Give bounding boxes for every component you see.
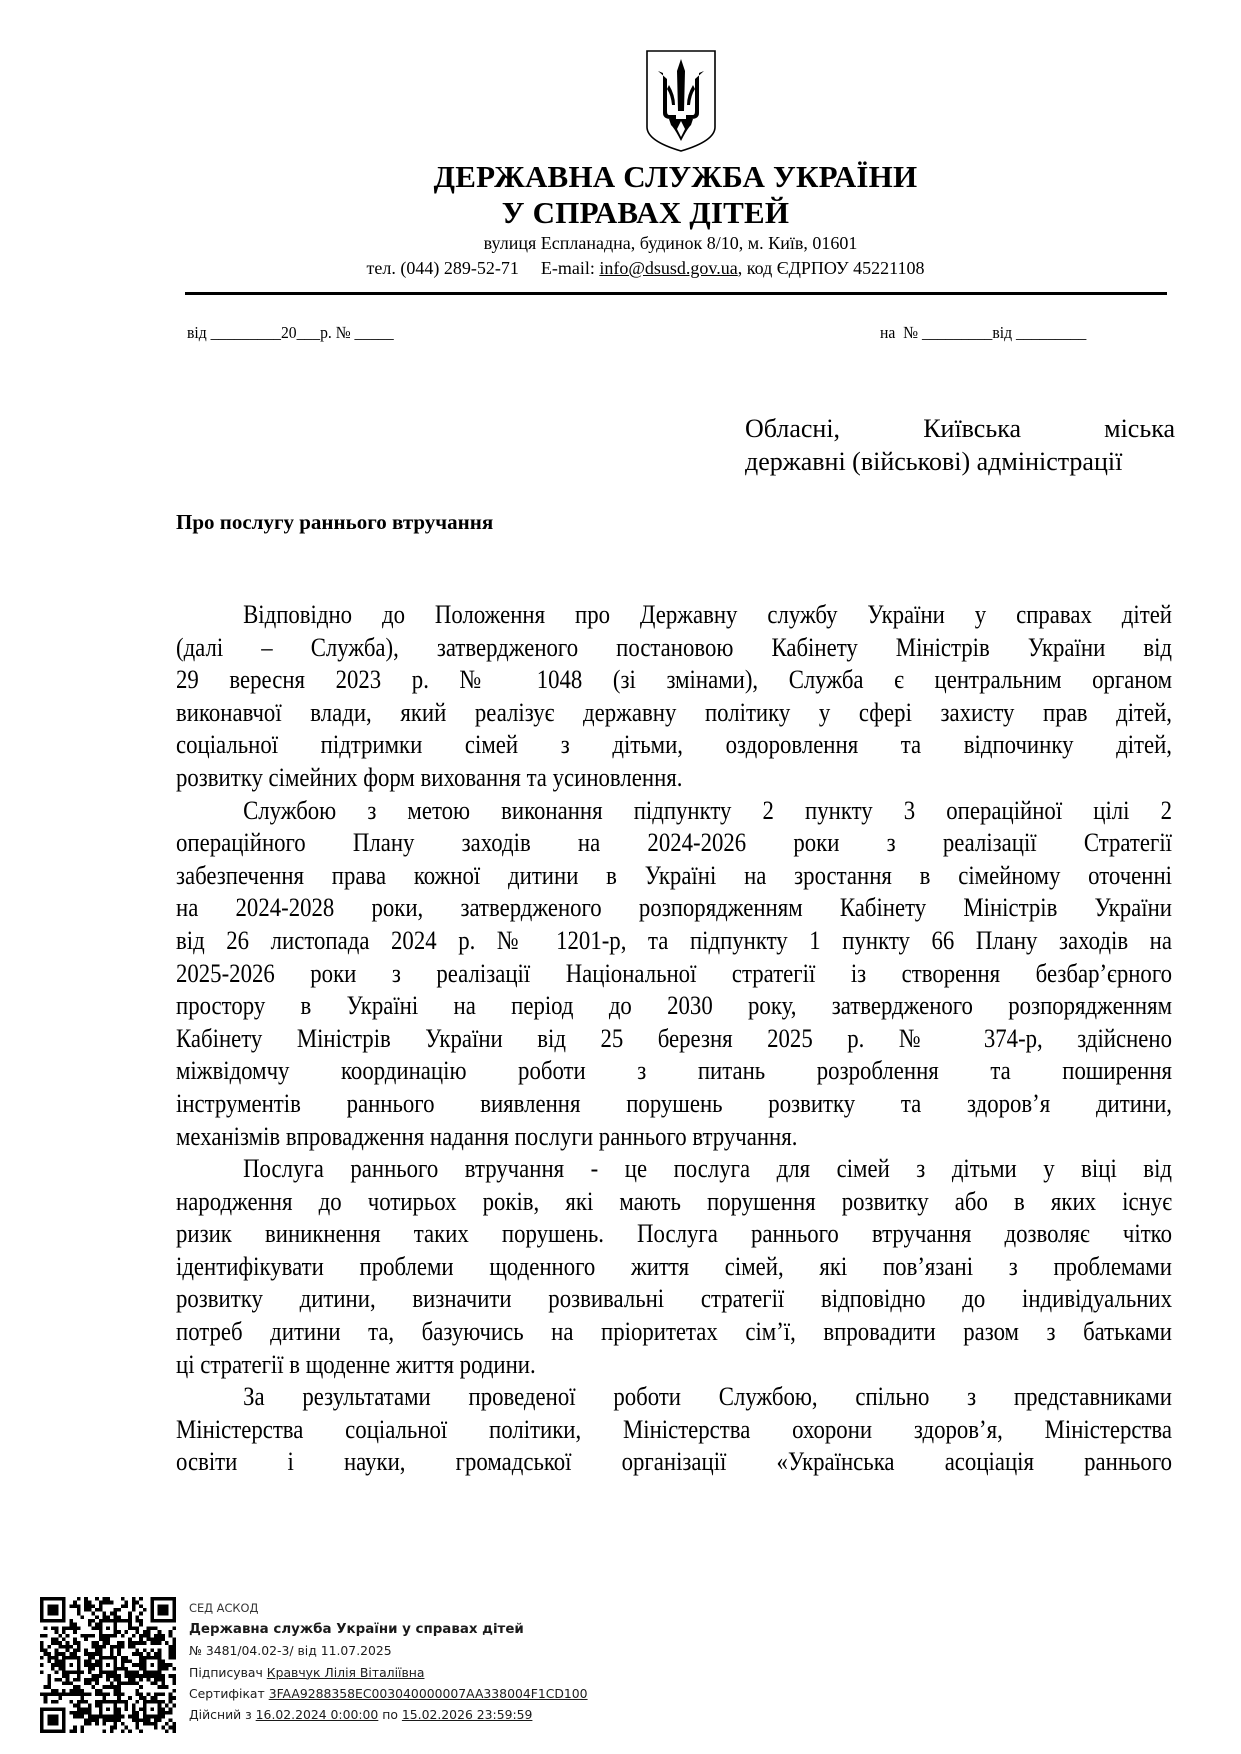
body-line: 29 вересня 2023 р. № 1048 (зі змінами), Служба є центральним органом: [176, 664, 1173, 695]
certificate-id: 3FAA9288358EC003040000007AA338004F1CD100: [268, 1685, 588, 1701]
incoming-reference-field: на № _________від _________: [880, 323, 1087, 342]
email-label: E-mail:: [540, 258, 600, 278]
edrpou-code: , код ЄДРПОУ 45221108: [737, 258, 925, 278]
stamp-certificate: Сертифікат 3FAA9288358EC003040000007AA338004F1CD100: [189, 1685, 588, 1701]
addressee-line2: державні (військові) адміністрації: [745, 447, 1123, 476]
email-link[interactable]: info@dsusd.gov.ua: [599, 258, 738, 278]
organization-contacts: [0, 257, 1241, 279]
body-line: ризик виникнення таких порушень. Послуга раннього втручання дозволяє чітко: [176, 1218, 1173, 1249]
signer-name: Кравчук Лілія Віталіївна: [266, 1664, 425, 1680]
body-line: потреб дитини та, базуючись на пріоритетах сім’ї, впровадити разом з батьками: [176, 1316, 1173, 1347]
body-line: Кабінету Міністрів України від 25 березня 2025 р. № 374-р, здійснено: [176, 1022, 1173, 1053]
body-line: забезпечення права кожної дитини в Україні на зростання в сімейному оточенні: [176, 859, 1173, 890]
stamp-registration: № 3481/04.02-3/ від 11.07.2025: [189, 1643, 392, 1659]
body-line: соціальної підтримки сімей з дітьми, оздоровлення та відпочинку дітей,: [176, 729, 1173, 760]
body-line: на 2024-2028 роки, затвердженого розпорядженням Кабінету Міністрів України: [176, 892, 1173, 923]
addressee-word: міська: [1104, 414, 1175, 443]
body-line: Відповідно до Положення про Державну службу України у справах дітей: [243, 599, 1173, 629]
body-paragraph: [176, 1152, 1172, 1380]
body-line: народження до чотирьох років, які мають порушення розвитку або в яких існує: [176, 1185, 1173, 1216]
outgoing-reference-field: від _________20___р. № _____: [187, 323, 394, 342]
body-paragraph: [176, 794, 1172, 1153]
valid-from: 16.02.2024 0:00:00: [255, 1707, 379, 1723]
body-line: інструментів раннього виявлення порушень розвитку та здоров’я дитини,: [176, 1087, 1173, 1118]
body-line: розвитку дитини, визначити розвивальні стратегії відповідно до індивідуальних: [176, 1283, 1173, 1314]
body-line: простору в Україні на період до 2030 року, затвердженого розпорядженням: [176, 990, 1173, 1021]
addressee-word: Київська: [923, 414, 1021, 443]
body-line: ці стратегії в щоденне життя родини.: [176, 1348, 536, 1379]
stamp-validity: Дійсний з 16.02.2024 0:00:00 по 15.02.2026 23:59:59: [189, 1707, 533, 1723]
organization-address: вулиця Еспланадна, будинок 8/10, м. Київ, 01601: [483, 233, 858, 253]
body-line: 2025-2026 роки з реалізації Національної стратегії із створення безбар’єрного: [176, 957, 1173, 988]
body-line: операційного Плану заходів на 2024-2026 роки з реалізації Стратегії: [176, 827, 1173, 858]
body-line: освіти і науки, громадської організації «Українська асоціація раннього: [176, 1446, 1173, 1477]
body-line: міжвідомчу координацію роботи з питань розроблення та поширення: [176, 1055, 1173, 1086]
body-line: ідентифікувати проблеми щоденного життя сімей, які пов’язані з проблемами: [176, 1250, 1173, 1281]
body-line: За результатами проведеної роботи Службою, спільно з представниками: [243, 1381, 1173, 1412]
valid-to: 15.02.2026 23:59:59: [401, 1707, 533, 1723]
phone-number: тел. (044) 289-52-71: [366, 258, 519, 278]
body-line: Міністерства соціальної політики, Міністерства охорони здоров’я, Міністерства: [176, 1413, 1173, 1444]
stamp-signer: Підписувач Кравчук Лілія Віталіївна: [189, 1664, 425, 1680]
body-line: механізмів впровадження надання послуги раннього втручання.: [176, 1120, 798, 1151]
addressee-word: Обласні,: [745, 414, 841, 443]
addressee-block: [745, 412, 1175, 478]
body-line: Послуга раннього втручання - це послуга для сімей з дітьми у віці від: [243, 1153, 1173, 1184]
body-line: виконавчої влади, який реалізує державну політику у сфері захисту прав дітей,: [176, 696, 1173, 727]
e-signature-stamp: [189, 1598, 588, 1725]
header-divider: [185, 292, 1167, 295]
body-paragraph: [176, 598, 1172, 794]
body-paragraph: [176, 1380, 1172, 1478]
body-line: розвитку сімейних форм виховання та усиновлення.: [176, 761, 683, 792]
stamp-system: СЕД АСКОД: [189, 1601, 259, 1615]
body-line: Службою з метою виконання підпункту 2 пункту 3 операційної цілі 2: [243, 794, 1173, 825]
letter-subject: Про послугу раннього втручання: [176, 510, 494, 534]
body-line: від 26 листопада 2024 р. № 1201-р, та підпункту 1 пункту 66 Плану заходів на: [176, 924, 1173, 955]
letter-body: [176, 598, 1172, 1478]
stamp-organization: Державна служба України у справах дітей: [189, 1622, 524, 1638]
tryzub-coat-of-arms-icon: [645, 49, 717, 153]
organization-name-line1: ДЕРЖАВНА СЛУЖБА УКРАЇНИ: [433, 159, 918, 194]
organization-name-line2: У СПРАВАХ ДІТЕЙ: [501, 195, 790, 230]
qr-code-icon: [40, 1597, 176, 1733]
body-line: (далі – Служба), затвердженого постановою Кабінету Міністрів України від: [176, 631, 1173, 662]
